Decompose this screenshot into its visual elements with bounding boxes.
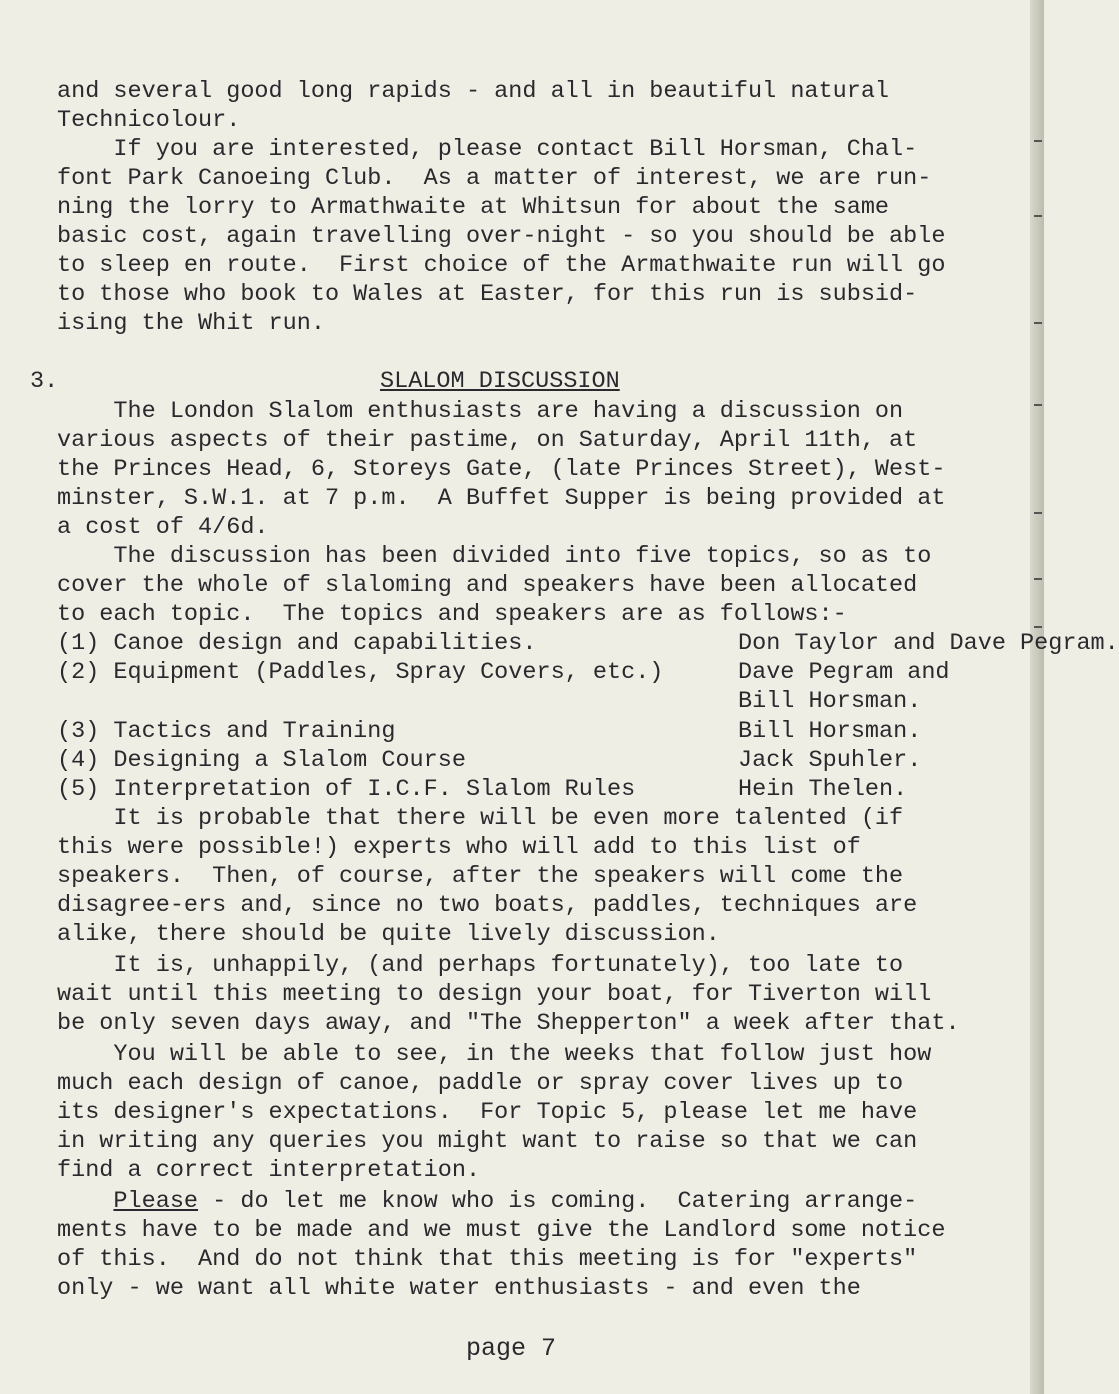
binding-mark [1034,404,1042,406]
binding-mark [1034,215,1042,217]
text-line: speakers. Then, of course, after the speakers will come the [57,863,904,890]
text-line: ising the Whit run. [57,310,325,337]
text-line: wait until this meeting to design your boat, for Tiverton will [57,981,932,1008]
text-line: of this. And do not think that this meeting is for "experts" [57,1246,918,1273]
text-line: disagree-ers and, since no two boats, paddles, techniques are [57,892,918,919]
page-number: page 7 [466,1334,557,1363]
text-line [57,1187,917,1216]
text-line: It is, unhappily, (and perhaps fortunately), too late to [57,952,904,979]
binding-mark [1034,626,1042,628]
text-line: to those who book to Wales at Easter, for this run is subsid- [57,281,918,308]
topic-speaker: Bill Horsman. [738,718,922,745]
binding-mark [1034,512,1042,514]
text-line: to sleep en route. First choice of the Armathwaite run will go [57,252,946,279]
text-line: the Princes Head, 6, Storeys Gate, (late Princes Street), West- [57,456,946,483]
section-title: SLALOM DISCUSSION [380,368,620,395]
text-line: this were possible!) experts who will add to this list of [57,834,861,861]
page-edge [1030,0,1044,1394]
text-line: only - we want all white water enthusiasts - and even the [57,1275,861,1302]
text-line: to each topic. The topics and speakers are as follows:- [57,601,847,628]
text-line: various aspects of their pastime, on Saturday, April 11th, at [57,427,918,454]
text-line: much each design of canoe, paddle or spray cover lives up to [57,1070,904,1097]
topic-speaker: Bill Horsman. [738,688,922,715]
emphasis-please: Please [113,1188,199,1215]
binding-mark [1034,322,1042,324]
text-line: minster, S.W.1. at 7 p.m. A Buffet Supper is being provided at [57,485,946,512]
text-line: and several good long rapids - and all in beautiful natural [57,78,890,105]
text-line: It is probable that there will be even more talented (if [57,805,904,832]
text-line: The discussion has been divided into five topics, so as to [57,543,932,570]
text-line: its designer's expectations. For Topic 5, please let me have [57,1099,918,1126]
text-line: You will be able to see, in the weeks that follow just how [57,1041,932,1068]
text-line: in writing any queries you might want to raise so that we can [57,1128,918,1155]
text-line: The London Slalom enthusiasts are having a discussion on [57,398,904,425]
topic-item: (3) Tactics and Training [57,718,396,745]
text-line: cover the whole of slaloming and speakers have been allocated [57,572,918,599]
topic-item: (4) Designing a Slalom Course [57,747,466,774]
topic-speaker: Jack Spuhler. [738,747,922,774]
topic-speaker: Don Taylor and Dave Pegram. [738,630,1119,657]
text-line: ning the lorry to Armathwaite at Whitsun for about the same [57,194,890,221]
topic-item: (2) Equipment (Paddles, Spray Covers, etc.) [57,659,664,686]
text-line: Technicolour. [57,107,241,134]
topic-speaker: Hein Thelen. [738,776,908,803]
text-line: find a correct interpretation. [57,1157,481,1184]
topic-item: (5) Interpretation of I.C.F. Slalom Rules [57,776,636,803]
text-line: be only seven days away, and "The Shepperton" a week after that. [57,1010,960,1037]
topic-item: (1) Canoe design and capabilities. [57,630,537,657]
text-line: font Park Canoeing Club. As a matter of interest, we are run- [57,165,932,192]
topic-speaker: Dave Pegram and [738,659,950,686]
text-line: a cost of 4/6d. [57,514,269,541]
section-number: 3. [30,368,59,395]
text-line: ments have to be made and we must give the Landlord some notice [57,1217,946,1244]
text-fragment: - do let me know who is coming. Catering arrange- [198,1188,918,1215]
binding-mark [1034,578,1042,580]
text-line: alike, there should be quite lively discussion. [57,921,720,948]
binding-mark [1034,140,1042,142]
text-line: basic cost, again travelling over-night - so you should be able [57,223,946,250]
text-line: If you are interested, please contact Bill Horsman, Chal- [57,136,918,163]
